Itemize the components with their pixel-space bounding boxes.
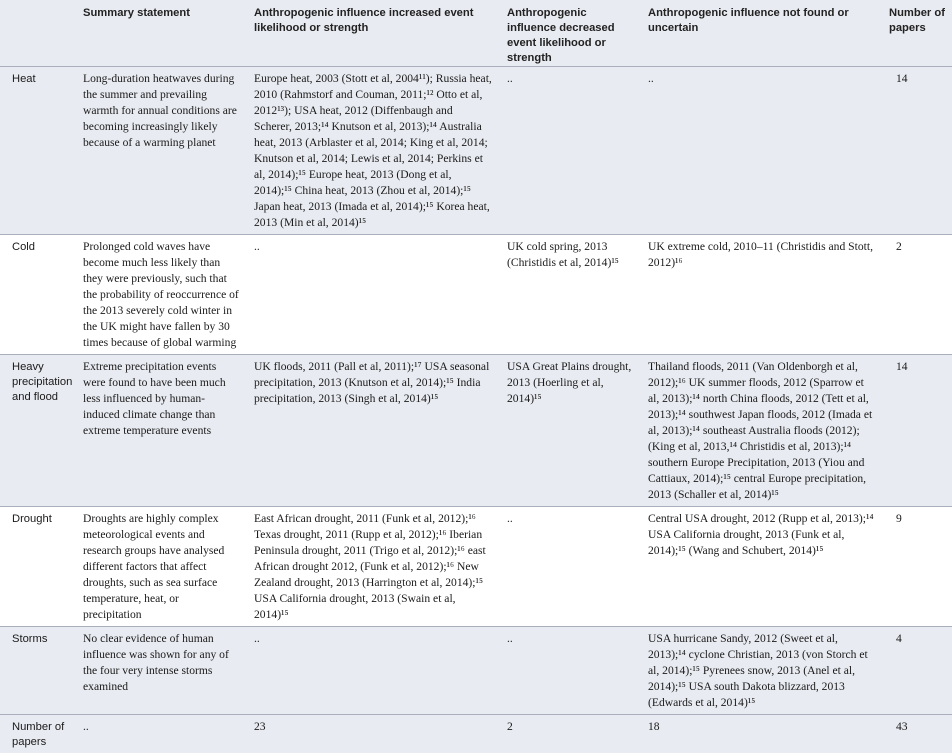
header-papers: Number of papers bbox=[880, 0, 952, 67]
row-increased: 23 bbox=[245, 715, 498, 753]
row-increased: East African drought, 2011 (Funk et al, 2012);¹⁶ Texas drought, 2011 (Rupp et al, 2012);¹⁶ Iberian Peninsula drought, 2011 (Trigo et al, 2012);¹⁶ east African drought 2012, (Funk et al, 2012);¹⁶ New Zealand drought, 2013 (Harrington et al, 2014);¹⁵ USA California drought, 2013 (Swain et al, 2014)¹⁵ bbox=[245, 507, 498, 627]
row-papers: 14 bbox=[880, 67, 952, 235]
header-summary: Summary statement bbox=[74, 0, 245, 67]
row-category: Heat bbox=[0, 67, 74, 235]
table-row-cold bbox=[0, 235, 952, 355]
table-header bbox=[0, 0, 952, 67]
row-increased: UK floods, 2011 (Pall et al, 2011);¹⁷ USA seasonal precipitation, 2013 (Knutson et al, 2014);¹⁵ India precipitation, 2013 (Singh et al, 2014)¹⁵ bbox=[245, 355, 498, 507]
row-summary: Extreme precipitation events were found to have been much less influenced by human-induced climate change than extreme temperature events bbox=[74, 355, 245, 507]
row-not-found: Central USA drought, 2012 (Rupp et al, 2013);¹⁴ USA California drought, 2013 (Funk et al, 2014);¹⁵ (Wang and Schubert, 2014)¹⁵ bbox=[639, 507, 880, 627]
table-row-heat bbox=[0, 67, 952, 235]
row-increased: .. bbox=[245, 235, 498, 355]
row-increased: .. bbox=[245, 627, 498, 715]
row-papers: 43 bbox=[880, 715, 952, 753]
row-not-found: 18 bbox=[639, 715, 880, 753]
row-summary: .. bbox=[74, 715, 245, 753]
row-not-found: .. bbox=[639, 67, 880, 235]
header-not-found: Anthropogenic influence not found or uncertain bbox=[639, 0, 880, 67]
table-row-heavy-precipitation bbox=[0, 355, 952, 507]
row-category: Heavy precipitation and flood bbox=[0, 355, 74, 507]
row-category: Number of papers bbox=[0, 715, 74, 753]
header-row bbox=[0, 0, 952, 67]
row-papers: 14 bbox=[880, 355, 952, 507]
row-decreased: 2 bbox=[498, 715, 639, 753]
row-category: Storms bbox=[0, 627, 74, 715]
row-summary: Prolonged cold waves have become much less likely than they were previously, such that the probability of reoccurrence of the 2013 severely cold winter in the UK might have fallen by 30 times because of global warming bbox=[74, 235, 245, 355]
header-increased: Anthropogenic influence increased event likelihood or strength bbox=[245, 0, 498, 67]
row-summary: Long-duration heatwaves during the summer and prevailing warmth for annual conditions are becoming increasingly likely because of a warming planet bbox=[74, 67, 245, 235]
table-row-drought bbox=[0, 507, 952, 627]
row-decreased: .. bbox=[498, 627, 639, 715]
row-papers: 4 bbox=[880, 627, 952, 715]
row-papers: 9 bbox=[880, 507, 952, 627]
row-not-found: Thailand floods, 2011 (Van Oldenborgh et al, 2012);¹⁶ UK summer floods, 2012 (Sparrow et al, 2013);¹⁴ north China floods, 2012 (Tett et al, 2013);¹⁴ southwest Japan floods, 2012 (Imada et al, 2013);¹⁴ southeast Australia floods (2012); (King et al, 2013,¹⁴ Christidis et al, 2013);¹⁴ southern Europe Precipitation, 2013 (Yiou and Cattiaux, 2014);¹⁵ central Europe precipitation, 2013 (Schaller et al, 2014)¹⁵ bbox=[639, 355, 880, 507]
row-summary: No clear evidence of human influence was shown for any of the four very intense storms examined bbox=[74, 627, 245, 715]
row-category: Drought bbox=[0, 507, 74, 627]
row-decreased: .. bbox=[498, 507, 639, 627]
row-decreased: UK cold spring, 2013 (Christidis et al, 2014)¹⁵ bbox=[498, 235, 639, 355]
table-row-storms bbox=[0, 627, 952, 715]
row-not-found: USA hurricane Sandy, 2012 (Sweet et al, 2013);¹⁴ cyclone Christian, 2013 (von Storch et al, 2014);¹⁵ Pyrenees snow, 2013 (Anel et al, 2014);¹⁵ USA south Dakota blizzard, 2013 (Edwards et al, 2014)¹⁵ bbox=[639, 627, 880, 715]
table-body bbox=[0, 67, 952, 753]
header-decreased: Anthropogenic influence decreased event likelihood or strength bbox=[498, 0, 639, 67]
row-decreased: .. bbox=[498, 67, 639, 235]
row-increased: Europe heat, 2003 (Stott et al, 2004¹¹); Russia heat, 2010 (Rahmstorf and Couman, 2011;¹² Otto et al, 2012¹³); USA heat, 2012 (Diffenbaugh and Scherer, 2013;¹⁴ Knutson et al, 2013);¹⁴ Australia heat, 2013 (Arblaster et al, 2014; King et al, 2014; Knutson et al, 2014; Lewis et al, 2014; Perkins et al, 2014);¹⁵ Europe heat, 2013 (Dong et al, 2014);¹⁵ China heat, 2013 (Zhou et al, 2014);¹⁵ Japan heat, 2013 (Imada et al, 2014);¹⁵ Korea heat, 2013 (Min et al, 2014)¹⁵ bbox=[245, 67, 498, 235]
row-not-found: UK extreme cold, 2010–11 (Christidis and Stott, 2012)¹⁶ bbox=[639, 235, 880, 355]
table-row-totals bbox=[0, 715, 952, 753]
row-category: Cold bbox=[0, 235, 74, 355]
header-category bbox=[0, 0, 74, 67]
row-papers: 2 bbox=[880, 235, 952, 355]
row-summary: Droughts are highly complex meteorological events and research groups have analysed different factors that affect droughts, such as sea surface temperature, heat, or precipitation bbox=[74, 507, 245, 627]
row-decreased: USA Great Plains drought, 2013 (Hoerling et al, 2014)¹⁵ bbox=[498, 355, 639, 507]
